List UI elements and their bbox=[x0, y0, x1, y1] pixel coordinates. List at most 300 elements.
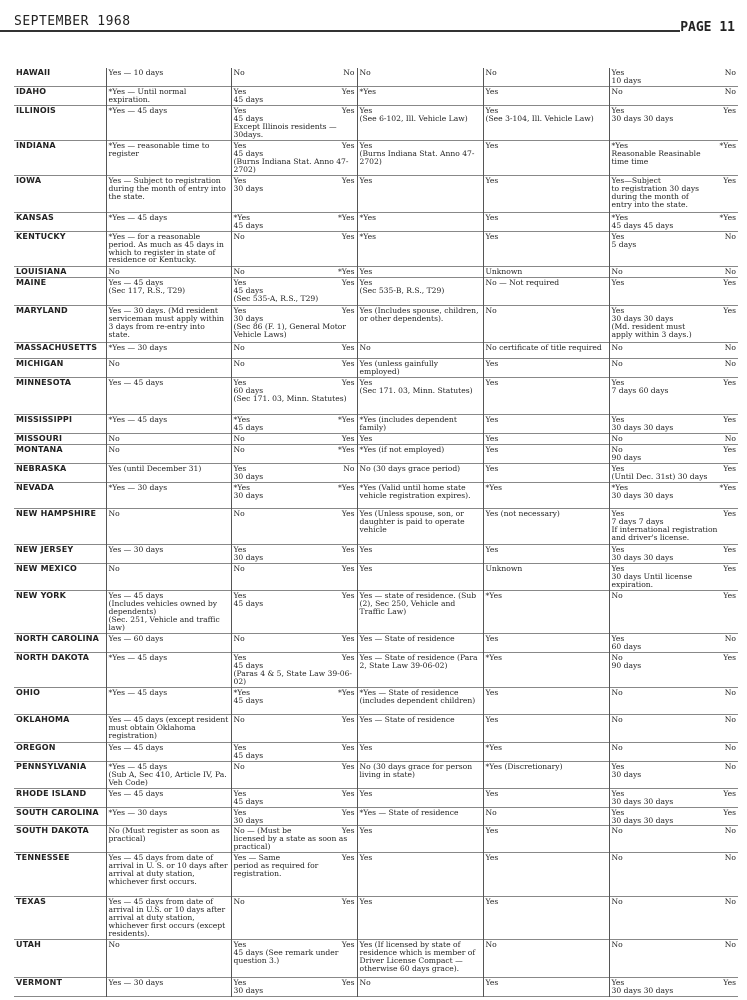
dependents-cell bbox=[357, 86, 483, 105]
title-text: Yes bbox=[485, 433, 499, 443]
inspection-detail: 60 days bbox=[611, 641, 642, 651]
license-value-a: *Yes bbox=[233, 414, 251, 424]
state-name: TENNESSEE bbox=[16, 853, 70, 863]
inspection-detail: 45 days 45 days bbox=[611, 220, 674, 230]
inspection-cell bbox=[609, 231, 738, 266]
inspection-value-b: *Yes bbox=[719, 212, 736, 222]
dependents-text: Yes bbox=[359, 853, 373, 863]
inspection-cell bbox=[609, 940, 738, 978]
license-pair bbox=[234, 268, 355, 276]
table-row bbox=[14, 714, 738, 742]
dependents-text: Yes bbox=[359, 175, 373, 185]
registration-cell bbox=[106, 433, 231, 444]
license-value-b: Yes bbox=[341, 175, 355, 185]
registration-cell bbox=[106, 483, 231, 509]
inspection-cell bbox=[609, 807, 738, 826]
registration-cell bbox=[106, 509, 231, 545]
inspection-detail: 90 days bbox=[611, 453, 642, 463]
registration-text: No bbox=[108, 266, 120, 276]
state-name: NEVADA bbox=[16, 483, 55, 493]
title-cell bbox=[483, 853, 609, 897]
dependents-cell bbox=[357, 633, 483, 652]
state-name: OREGON bbox=[16, 742, 56, 752]
dependents-text: No (30 days grace period) bbox=[359, 464, 461, 474]
dependents-text: Yes bbox=[359, 788, 373, 798]
title-text: Yes bbox=[485, 445, 499, 455]
registration-cell bbox=[106, 212, 231, 231]
license-value-a: Yes bbox=[233, 105, 247, 115]
title-text: *Yes bbox=[485, 652, 503, 662]
license-value-b: No bbox=[343, 464, 355, 474]
license-detail: 45 days Except Illinois residents — 30days. bbox=[233, 113, 337, 139]
inspection-value-b: Yes bbox=[723, 807, 736, 817]
inspection-value-a: Yes bbox=[611, 545, 625, 555]
dependents-cell bbox=[357, 266, 483, 277]
inspection-value-b: No bbox=[724, 231, 736, 241]
inspection-value-a: No bbox=[611, 897, 623, 907]
inspection-cell bbox=[609, 464, 738, 483]
title-text: Yes bbox=[485, 687, 499, 697]
license-cell bbox=[231, 564, 357, 591]
inspection-value-b: *Yes bbox=[719, 483, 736, 493]
dependents-cell bbox=[357, 591, 483, 634]
state-name: LOUISIANA bbox=[16, 266, 67, 276]
inspection-cell bbox=[609, 978, 738, 997]
inspection-value-a: No bbox=[611, 591, 623, 600]
registration-cell bbox=[106, 358, 231, 377]
title-cell bbox=[483, 788, 609, 807]
dependents-cell bbox=[357, 464, 483, 483]
inspection-cell bbox=[609, 826, 738, 853]
state-name: NEBRASKA bbox=[16, 464, 67, 474]
inspection-pair bbox=[612, 827, 737, 835]
title-text: Yes (not necessary) bbox=[485, 509, 560, 519]
title-cell bbox=[483, 140, 609, 175]
license-cell bbox=[231, 687, 357, 714]
state-name: NORTH DAKOTA bbox=[16, 652, 90, 662]
title-cell bbox=[483, 652, 609, 687]
license-value-a: Yes bbox=[233, 807, 247, 817]
license-cell bbox=[231, 483, 357, 509]
title-text: Yes bbox=[485, 853, 499, 863]
license-cell bbox=[231, 175, 357, 212]
table-row bbox=[14, 86, 738, 105]
license-pair bbox=[234, 435, 355, 443]
registration-text: Yes — 45 days (Includes vehicles owned by dependents) (Sec. 251, Vehicle and traffic law) bbox=[108, 591, 220, 632]
inspection-value-a: No bbox=[611, 652, 623, 662]
table-row bbox=[14, 358, 738, 377]
license-detail: 45 days bbox=[233, 796, 264, 806]
license-value-a: No bbox=[233, 342, 245, 352]
title-cell bbox=[483, 591, 609, 634]
license-cell bbox=[231, 591, 357, 634]
license-value-a: No bbox=[233, 358, 245, 368]
table-row bbox=[14, 826, 738, 853]
inspection-value-b: No bbox=[724, 68, 736, 77]
license-detail: 30 days bbox=[233, 553, 264, 563]
issue-date: SEPTEMBER 1968 bbox=[14, 14, 131, 29]
dependents-cell bbox=[357, 358, 483, 377]
dependents-text: *Yes bbox=[359, 212, 377, 222]
inspection-cell bbox=[609, 266, 738, 277]
dependents-text: Yes (See 6-102, Ill. Vehicle Law) bbox=[359, 105, 468, 123]
license-value-b: Yes bbox=[341, 714, 355, 724]
registration-text: *Yes — 30 days bbox=[108, 483, 168, 493]
title-cell bbox=[483, 377, 609, 414]
dependents-cell bbox=[357, 545, 483, 564]
license-value-a: Yes bbox=[233, 940, 247, 950]
license-cell bbox=[231, 305, 357, 342]
inspection-detail: 5 days bbox=[611, 239, 637, 249]
inspection-value-a: No bbox=[611, 687, 623, 697]
title-text: Yes bbox=[485, 978, 499, 988]
license-value-b: Yes bbox=[341, 897, 355, 907]
title-text: Yes bbox=[485, 545, 499, 555]
table-row bbox=[14, 761, 738, 788]
license-value-a: No bbox=[233, 433, 245, 443]
license-cell bbox=[231, 545, 357, 564]
license-cell bbox=[231, 266, 357, 277]
table-row bbox=[14, 140, 738, 175]
registration-text: Yes — 45 days (except resident must obtain Oklahoma registration) bbox=[108, 714, 229, 740]
dependents-cell bbox=[357, 978, 483, 997]
license-value-b: Yes bbox=[341, 652, 355, 662]
inspection-value-b: Yes bbox=[723, 545, 736, 555]
license-cell bbox=[231, 853, 357, 897]
license-cell bbox=[231, 105, 357, 140]
license-detail: 45 days bbox=[233, 94, 264, 104]
license-cell bbox=[231, 807, 357, 826]
dependents-cell bbox=[357, 175, 483, 212]
inspection-cell bbox=[609, 433, 738, 444]
title-cell bbox=[483, 807, 609, 826]
inspection-value-a: Yes bbox=[611, 761, 625, 771]
inspection-pair bbox=[612, 435, 737, 443]
license-cell bbox=[231, 633, 357, 652]
inspection-detail: 30 days 30 days (Md. resident must apply within 3 days.) bbox=[611, 313, 692, 339]
license-value-a: No bbox=[233, 68, 245, 77]
state-name: NEW JERSEY bbox=[16, 545, 74, 555]
registration-cell bbox=[106, 342, 231, 358]
registration-text: *Yes — reasonable time to register bbox=[108, 140, 210, 158]
license-value-a: No — (Must be bbox=[233, 826, 292, 836]
inspection-pair bbox=[612, 360, 737, 368]
license-value-b: Yes bbox=[341, 277, 355, 287]
title-cell bbox=[483, 105, 609, 140]
title-text: Yes bbox=[485, 86, 499, 96]
title-cell bbox=[483, 86, 609, 105]
table-row bbox=[14, 897, 738, 940]
license-cell bbox=[231, 342, 357, 358]
license-value-a: No bbox=[233, 445, 245, 455]
dependents-cell bbox=[357, 305, 483, 342]
state-name: IDAHO bbox=[16, 86, 47, 96]
title-cell bbox=[483, 826, 609, 853]
title-cell bbox=[483, 761, 609, 788]
inspection-value-b: *Yes bbox=[719, 140, 736, 150]
inspection-detail: 30 days Until license expiration. bbox=[611, 572, 693, 590]
inspection-value-b: Yes bbox=[723, 175, 736, 185]
license-value-a: No bbox=[233, 714, 245, 724]
title-cell bbox=[483, 509, 609, 545]
title-text: Yes bbox=[485, 897, 499, 907]
state-regulations-table bbox=[14, 68, 738, 997]
inspection-detail: 30 days 30 days bbox=[611, 553, 674, 563]
table-row bbox=[14, 591, 738, 634]
registration-text: Yes — 10 days bbox=[108, 68, 164, 77]
inspection-value-a: No bbox=[611, 940, 623, 950]
inspection-value-a: No bbox=[611, 714, 623, 724]
table-row bbox=[14, 305, 738, 342]
table-row bbox=[14, 564, 738, 591]
license-pair bbox=[234, 635, 355, 643]
state-name: KANSAS bbox=[16, 212, 55, 222]
inspection-value-a: Yes bbox=[611, 105, 625, 115]
title-cell bbox=[483, 277, 609, 305]
license-value-b: Yes bbox=[341, 305, 355, 315]
license-value-a: No bbox=[233, 897, 245, 907]
registration-cell bbox=[106, 940, 231, 978]
inspection-detail: 30 days 30 days bbox=[611, 796, 674, 806]
license-value-a: Yes — Same bbox=[233, 853, 281, 863]
license-detail: 60 days (Sec 171. 03, Minn. Statutes) bbox=[233, 385, 347, 403]
state-name: MISSISSIPPI bbox=[16, 414, 73, 424]
dependents-cell bbox=[357, 652, 483, 687]
license-cell bbox=[231, 277, 357, 305]
inspection-value-a: Yes bbox=[611, 414, 625, 424]
registration-cell bbox=[106, 305, 231, 342]
registration-text: Yes — 45 days bbox=[108, 742, 164, 752]
page-number: PAGE 11 bbox=[680, 20, 735, 35]
table-row bbox=[14, 483, 738, 509]
license-value-b: *Yes bbox=[337, 212, 355, 222]
table-row bbox=[14, 940, 738, 978]
registration-text: *Yes — Until normal expiration. bbox=[108, 86, 187, 104]
license-detail: 30 days bbox=[233, 472, 264, 482]
dependents-text: *Yes (includes dependent family) bbox=[359, 414, 457, 432]
state-name: INDIANA bbox=[16, 140, 56, 150]
title-cell bbox=[483, 358, 609, 377]
license-value-a: No bbox=[233, 231, 245, 241]
registration-cell bbox=[106, 714, 231, 742]
inspection-detail: (Until Dec. 31st) 30 days bbox=[611, 472, 708, 482]
inspection-cell bbox=[609, 788, 738, 807]
license-value-b: Yes bbox=[341, 940, 355, 950]
license-value-b: Yes bbox=[341, 742, 355, 752]
title-text: Unknown bbox=[485, 266, 523, 276]
dependents-text: Yes — State of residence bbox=[359, 633, 455, 643]
license-value-a: *Yes bbox=[233, 212, 251, 222]
dependents-cell bbox=[357, 445, 483, 464]
license-value-b: Yes bbox=[341, 826, 355, 836]
license-detail: 30 days (Sec 86 (F. 1), General Motor Vehicle Laws) bbox=[233, 313, 346, 339]
inspection-cell bbox=[609, 175, 738, 212]
title-text: No bbox=[485, 807, 497, 817]
license-cell bbox=[231, 358, 357, 377]
inspection-value-b: No bbox=[724, 342, 736, 352]
dependents-cell bbox=[357, 761, 483, 788]
registration-cell bbox=[106, 826, 231, 853]
license-detail: 45 days bbox=[233, 422, 264, 432]
inspection-cell bbox=[609, 305, 738, 342]
dependents-cell bbox=[357, 807, 483, 826]
registration-text: Yes — 30 days bbox=[108, 545, 164, 555]
inspection-detail: 30 days 30 days bbox=[611, 113, 674, 123]
license-cell bbox=[231, 978, 357, 997]
table-row bbox=[14, 742, 738, 761]
inspection-value-b: Yes bbox=[723, 414, 736, 424]
table-row bbox=[14, 68, 738, 86]
license-value-a: *Yes bbox=[233, 483, 251, 493]
license-cell bbox=[231, 140, 357, 175]
table-row bbox=[14, 377, 738, 414]
inspection-value-a: Yes bbox=[611, 231, 625, 241]
dependents-text: Yes bbox=[359, 897, 373, 907]
dependents-text: Yes (If licensed by state of residence which is member of Driver License Compact — otherwise 60 days grace). bbox=[359, 940, 476, 974]
registration-cell bbox=[106, 86, 231, 105]
inspection-value-a: No bbox=[611, 853, 623, 863]
table-row bbox=[14, 633, 738, 652]
header-rule bbox=[0, 30, 680, 32]
license-value-b: Yes bbox=[341, 342, 355, 352]
dependents-cell bbox=[357, 433, 483, 444]
registration-cell bbox=[106, 105, 231, 140]
registration-cell bbox=[106, 68, 231, 86]
dependents-cell bbox=[357, 105, 483, 140]
license-value-a: Yes bbox=[233, 591, 247, 600]
dependents-cell bbox=[357, 377, 483, 414]
dependents-text: Yes (unless gainfully employed) bbox=[359, 358, 439, 376]
registration-cell bbox=[106, 978, 231, 997]
dependents-text: *Yes — State of residence (includes dependent children) bbox=[359, 687, 476, 705]
license-value-b: Yes bbox=[341, 358, 355, 368]
title-text: Yes bbox=[485, 414, 499, 424]
state-name: MAINE bbox=[16, 277, 47, 287]
inspection-value-b: Yes bbox=[723, 105, 736, 115]
license-value-b: *Yes bbox=[337, 445, 355, 455]
dependents-cell bbox=[357, 140, 483, 175]
dependents-text: No (30 days grace for person living in state) bbox=[359, 761, 473, 779]
table-body bbox=[14, 68, 738, 997]
license-value-b: Yes bbox=[341, 761, 355, 771]
registration-cell bbox=[106, 464, 231, 483]
dependents-cell bbox=[357, 231, 483, 266]
inspection-detail: 30 days 30 days bbox=[611, 491, 674, 501]
inspection-value-b: Yes bbox=[723, 445, 736, 455]
license-cell bbox=[231, 433, 357, 444]
license-cell bbox=[231, 761, 357, 788]
dependents-text: No bbox=[359, 68, 371, 77]
inspection-detail: 30 days 30 days bbox=[611, 422, 674, 432]
state-name: MASSACHUSETTS bbox=[16, 342, 98, 352]
inspection-value-a: Yes bbox=[611, 277, 625, 287]
title-cell bbox=[483, 266, 609, 277]
license-value-b: *Yes bbox=[337, 687, 355, 697]
inspection-value-a: Yes bbox=[611, 807, 625, 817]
registration-cell bbox=[106, 231, 231, 266]
license-value-b: Yes bbox=[341, 377, 355, 387]
registration-cell bbox=[106, 633, 231, 652]
license-detail: 45 days bbox=[233, 750, 264, 760]
license-pair bbox=[234, 898, 355, 906]
inspection-cell bbox=[609, 853, 738, 897]
inspection-value-b: No bbox=[724, 86, 736, 96]
title-cell bbox=[483, 464, 609, 483]
registration-cell bbox=[106, 897, 231, 940]
inspection-value-a: No bbox=[611, 826, 623, 836]
state-name: UTAH bbox=[16, 940, 42, 950]
inspection-pair bbox=[612, 854, 737, 862]
inspection-cell bbox=[609, 377, 738, 414]
inspection-value-b: No bbox=[724, 266, 736, 276]
inspection-detail: 90 days bbox=[611, 660, 642, 670]
registration-text: *Yes — 45 days bbox=[108, 687, 168, 697]
inspection-cell bbox=[609, 761, 738, 788]
title-cell bbox=[483, 483, 609, 509]
registration-cell bbox=[106, 140, 231, 175]
license-pair bbox=[234, 344, 355, 352]
license-cell bbox=[231, 788, 357, 807]
dependents-cell bbox=[357, 940, 483, 978]
registration-cell bbox=[106, 545, 231, 564]
license-pair bbox=[234, 763, 355, 771]
table-row bbox=[14, 853, 738, 897]
title-cell bbox=[483, 897, 609, 940]
title-cell bbox=[483, 342, 609, 358]
dependents-cell bbox=[357, 826, 483, 853]
license-cell bbox=[231, 377, 357, 414]
inspection-value-b: No bbox=[724, 358, 736, 368]
registration-text: *Yes — 45 days bbox=[108, 414, 168, 424]
inspection-cell bbox=[609, 509, 738, 545]
license-detail: 30 days bbox=[233, 986, 264, 996]
inspection-value-a: *Yes bbox=[611, 140, 629, 150]
title-cell bbox=[483, 633, 609, 652]
state-name: NEW YORK bbox=[16, 591, 67, 600]
registration-text: Yes — 30 days bbox=[108, 978, 164, 988]
title-text: Yes bbox=[485, 231, 499, 241]
title-text: No certificate of title required bbox=[485, 342, 602, 352]
license-cell bbox=[231, 897, 357, 940]
inspection-value-b: Yes bbox=[723, 652, 736, 662]
title-text: Yes bbox=[485, 826, 499, 836]
state-name: MISSOURI bbox=[16, 433, 63, 443]
inspection-pair bbox=[612, 689, 737, 697]
registration-cell bbox=[106, 687, 231, 714]
dependents-cell bbox=[357, 788, 483, 807]
inspection-value-a: No bbox=[611, 358, 623, 368]
license-value-a: Yes bbox=[233, 277, 247, 287]
license-detail: 45 days bbox=[233, 695, 264, 705]
license-value-a: No bbox=[233, 761, 245, 771]
page-header bbox=[0, 0, 747, 44]
registration-text: Yes — 45 days bbox=[108, 377, 164, 387]
registration-text: Yes — 45 days from date of arrival in U.S. or 10 days after arrival at duty station, whichever first occurs (except residents). bbox=[108, 897, 226, 939]
inspection-cell bbox=[609, 140, 738, 175]
registration-cell bbox=[106, 652, 231, 687]
inspection-value-b: Yes bbox=[723, 788, 736, 798]
title-cell bbox=[483, 231, 609, 266]
license-value-a: No bbox=[233, 509, 245, 519]
license-cell bbox=[231, 231, 357, 266]
inspection-cell bbox=[609, 545, 738, 564]
registration-cell bbox=[106, 175, 231, 212]
title-text: *Yes bbox=[485, 483, 503, 493]
license-value-a: Yes bbox=[233, 464, 247, 474]
license-value-b: No bbox=[343, 68, 355, 77]
title-cell bbox=[483, 414, 609, 433]
inspection-cell bbox=[609, 633, 738, 652]
